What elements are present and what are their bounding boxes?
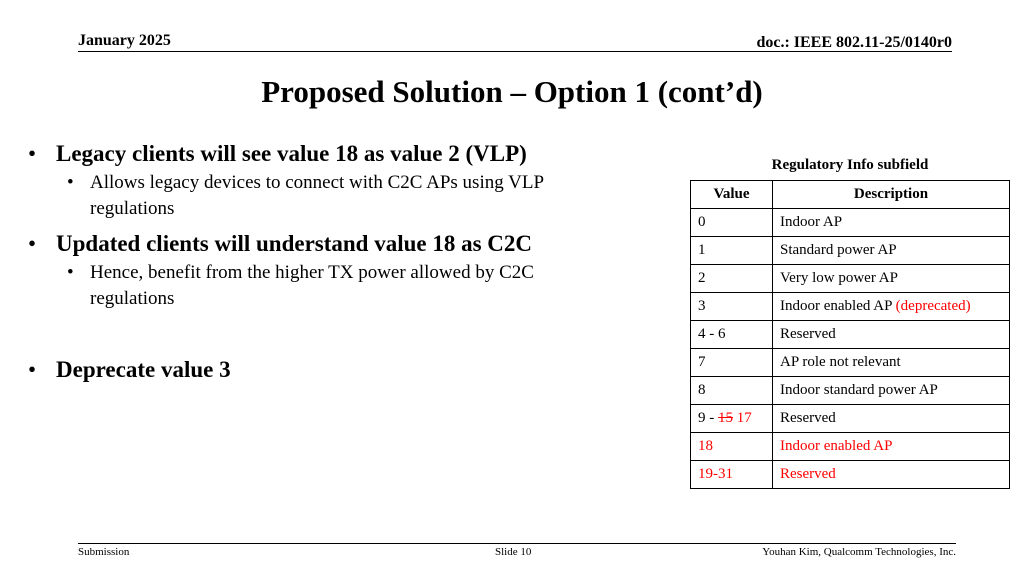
cell-description: Indoor standard power AP <box>773 377 1010 405</box>
bullet-updated-clients <box>28 230 628 258</box>
cell-description: Reserved <box>773 405 1010 433</box>
deprecated-note: (deprecated) <box>895 298 971 314</box>
cell-value: 4 - 6 <box>691 321 773 349</box>
bullet-text: Updated clients will understand value 18 as C2C <box>56 231 533 256</box>
sub-bullet-text: Hence, benefit from the higher TX power allowed by C2C regulations <box>90 262 534 309</box>
cell-value <box>691 405 773 433</box>
cell-description: Standard power AP <box>773 237 1010 265</box>
table-row <box>691 349 1010 377</box>
cell-value: 18 <box>691 433 773 461</box>
table-row <box>691 209 1010 237</box>
cell-value: 8 <box>691 377 773 405</box>
table-row <box>691 321 1010 349</box>
bullet-legacy-clients <box>28 140 628 168</box>
table-row <box>691 293 1010 321</box>
table-row <box>691 237 1010 265</box>
cell-value: 3 <box>691 293 773 321</box>
bullet-text: Deprecate value 3 <box>56 357 231 382</box>
table-row <box>691 433 1010 461</box>
bullet-marker: • <box>28 357 37 382</box>
regulatory-info-table <box>690 180 1010 489</box>
cell-value: 1 <box>691 237 773 265</box>
bullet-marker: • <box>28 231 37 256</box>
cell-value: 0 <box>691 209 773 237</box>
table-row <box>691 405 1010 433</box>
footer-submission: Submission <box>78 546 130 558</box>
bullet-deprecate <box>28 356 628 384</box>
value-struck: 15 <box>718 410 733 426</box>
table-row <box>691 265 1010 293</box>
footer-author: Youhan Kim, Qualcomm Technologies, Inc. <box>762 546 956 558</box>
description-text: Indoor enabled AP <box>780 298 892 314</box>
header-description: Description <box>773 181 1010 209</box>
table-caption: Regulatory Info subfield <box>771 157 929 173</box>
bullet-marker: • <box>28 141 37 166</box>
bullet-marker: • <box>67 172 74 193</box>
sub-bullet-benefit <box>28 260 610 312</box>
header-divider <box>78 51 952 52</box>
sub-bullet-text: Allows legacy devices to connect with C2C APs using VLP regulations <box>90 172 544 219</box>
cell-value: 2 <box>691 265 773 293</box>
bullet-list <box>28 140 628 384</box>
value-prefix: 9 - <box>698 410 718 426</box>
cell-description: AP role not relevant <box>773 349 1010 377</box>
bullet-text: Legacy clients will see value 18 as value 2 (VLP) <box>56 141 527 166</box>
table-row <box>691 377 1010 405</box>
cell-value: 19-31 <box>691 461 773 489</box>
header-value: Value <box>691 181 773 209</box>
table-header-row <box>691 181 1010 209</box>
cell-description: Reserved <box>773 461 1010 489</box>
bullet-marker: • <box>67 262 74 283</box>
cell-description: Very low power AP <box>773 265 1010 293</box>
table-row <box>691 461 1010 489</box>
footer-divider <box>78 543 956 544</box>
cell-value: 7 <box>691 349 773 377</box>
cell-description: Indoor AP <box>773 209 1010 237</box>
cell-description: Indoor enabled AP <box>773 433 1010 461</box>
cell-description: Reserved <box>773 321 1010 349</box>
sub-bullet-legacy-devices <box>28 170 610 222</box>
value-new: 17 <box>736 410 752 426</box>
cell-description <box>773 293 1010 321</box>
footer-slide-number: Slide 10 <box>495 546 532 558</box>
header-doc-id: doc.: IEEE 802.11-25/0140r0 <box>756 34 952 51</box>
slide-title: Proposed Solution – Option 1 (cont’d) <box>261 74 763 109</box>
header-date: January 2025 <box>78 32 171 49</box>
